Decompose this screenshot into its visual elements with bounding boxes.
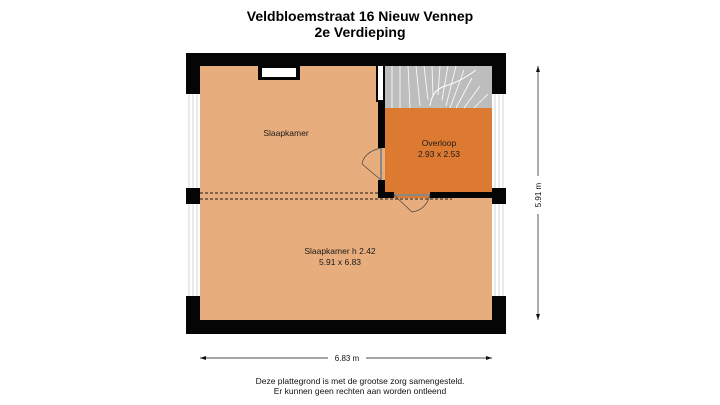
room-connector <box>200 190 382 200</box>
window-right-upper <box>492 94 506 188</box>
room-label-overloop <box>400 138 478 160</box>
window-top <box>258 66 300 80</box>
disclaimer-line-2: Er kunnen geen rechten aan worden ontleend <box>273 386 447 396</box>
stair-railing <box>378 66 383 100</box>
window-right-lower <box>492 204 506 296</box>
room-size: 5.91 x 6.83 <box>318 257 362 267</box>
room-label-slaapkamer-main <box>290 246 390 268</box>
plan-title: Veldbloemstraat 16 Nieuw Vennep <box>246 8 474 24</box>
plan-subtitle: 2e Verdieping <box>314 24 406 40</box>
window-left-lower <box>186 204 200 296</box>
room-name: Overloop <box>421 138 457 148</box>
room-label-slaapkamer-top <box>254 128 318 139</box>
room-name: Slaapkamer <box>263 128 309 138</box>
dimension-width-label: 6.83 m <box>334 354 360 363</box>
room-name: Slaapkamer h 2.42 <box>304 246 376 256</box>
room-size: 2.93 x 2.53 <box>417 149 461 159</box>
dimension-height-label: 5.91 m <box>534 182 543 208</box>
window-left-upper <box>186 94 200 188</box>
disclaimer-line-1: Deze plattegrond is met de grootse zorg samengesteld. <box>255 376 465 386</box>
